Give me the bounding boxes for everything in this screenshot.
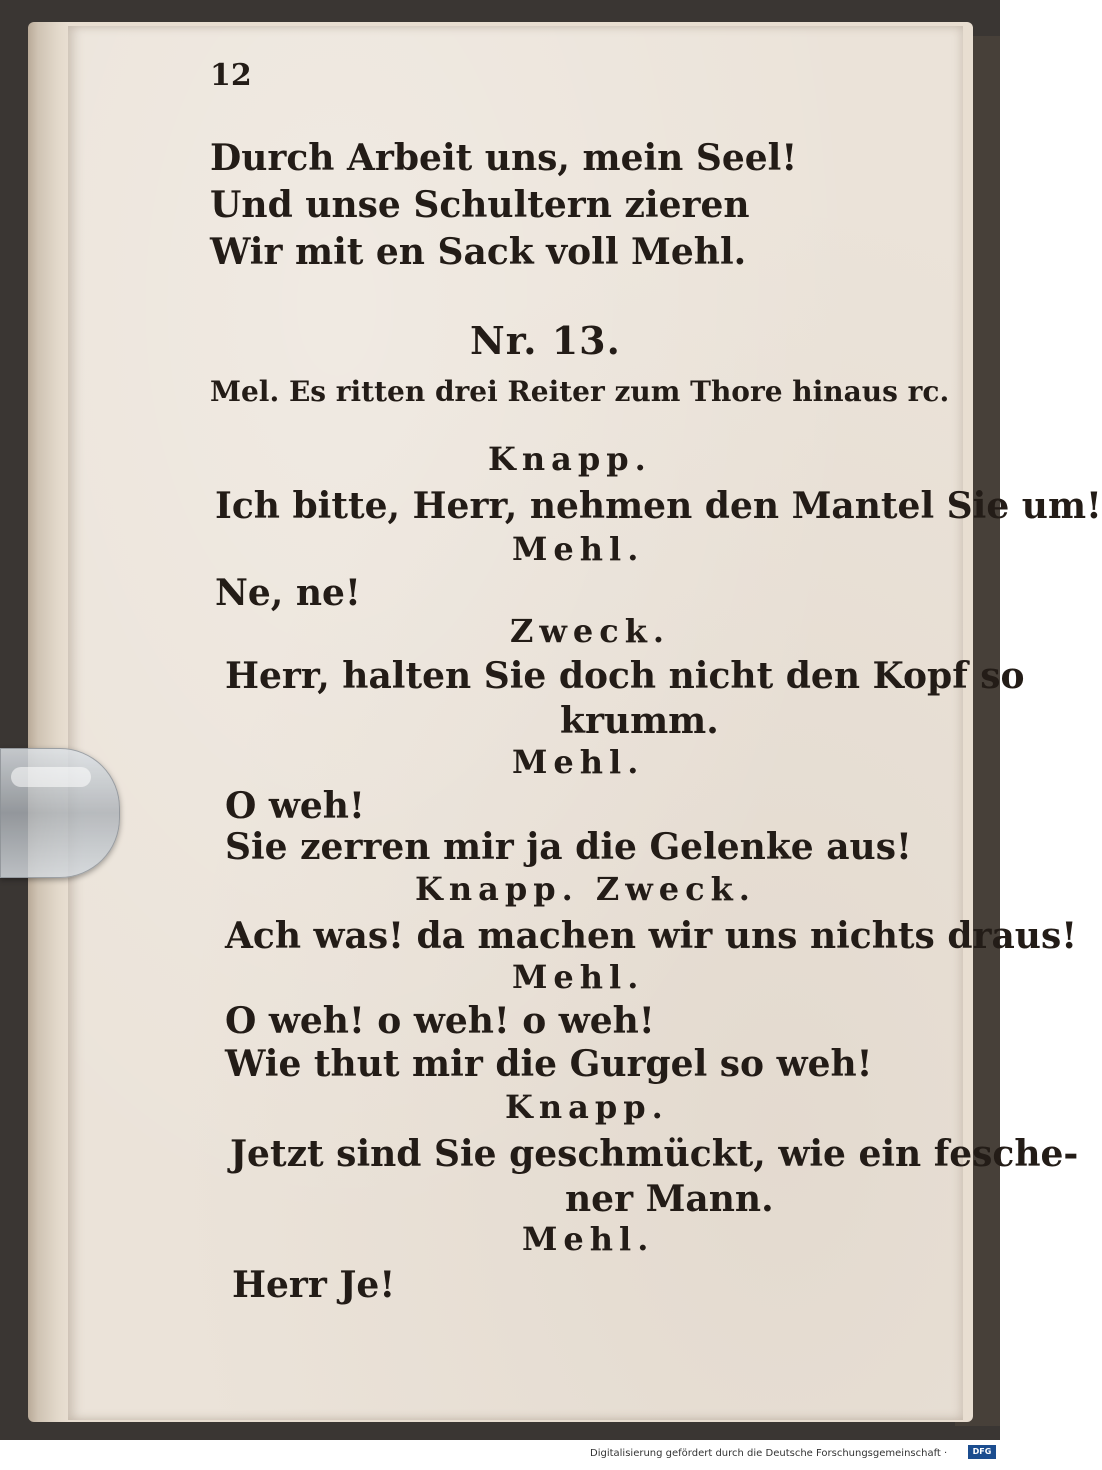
dialogue-line: Ich bitte, Herr, nehmen den Mantel Sie um! (215, 485, 1102, 527)
speaker-label: Mehl. (512, 530, 645, 568)
song-title: Nr. 13. (470, 318, 621, 363)
dialogue-line: O weh! o weh! o weh! (225, 1000, 655, 1042)
speaker-label: Mehl. (522, 1220, 655, 1258)
dialogue-line: Jetzt sind Sie geschmückt, wie ein fesche- (230, 1133, 1079, 1175)
dialogue-line: Ne, ne! (215, 572, 361, 614)
dfg-logo: DFG (968, 1445, 996, 1459)
digitization-credit: Digitalisierung gefördert durch die Deutsche Forschungsgemeinschaft · (590, 1448, 948, 1459)
verse-line: Durch Arbeit uns, mein Seel! (210, 137, 798, 179)
verse-line: Und unse Schultern zieren (210, 184, 750, 226)
speaker-label: Knapp. Zweck. (415, 870, 756, 908)
dialogue-line: Sie zerren mir ja die Gelenke aus! (225, 826, 912, 868)
dialogue-line: krumm. (560, 700, 719, 742)
speaker-label: Knapp. (488, 440, 652, 478)
dialogue-line: Wie thut mir die Gurgel so weh! (225, 1043, 873, 1085)
verse-line: Wir mit en Sack voll Mehl. (210, 231, 747, 273)
speaker-label: Mehl. (512, 958, 645, 996)
dialogue-line: ner Mann. (565, 1178, 774, 1220)
melody-note: Mel. Es ritten drei Reiter zum Thore hinaus rc. (210, 375, 950, 408)
dialogue-line: Ach was! da machen wir uns nichts draus! (225, 915, 1078, 957)
dialogue-line: Herr Je! (232, 1264, 396, 1306)
book-clip (0, 748, 120, 878)
dialogue-line: Herr, halten Sie doch nicht den Kopf so (225, 655, 1025, 697)
dialogue-line: O weh! (225, 785, 365, 827)
page-number: 12 (210, 58, 252, 93)
speaker-label: Mehl. (512, 743, 645, 781)
speaker-label: Zweck. (510, 612, 671, 650)
speaker-label: Knapp. (505, 1088, 669, 1126)
